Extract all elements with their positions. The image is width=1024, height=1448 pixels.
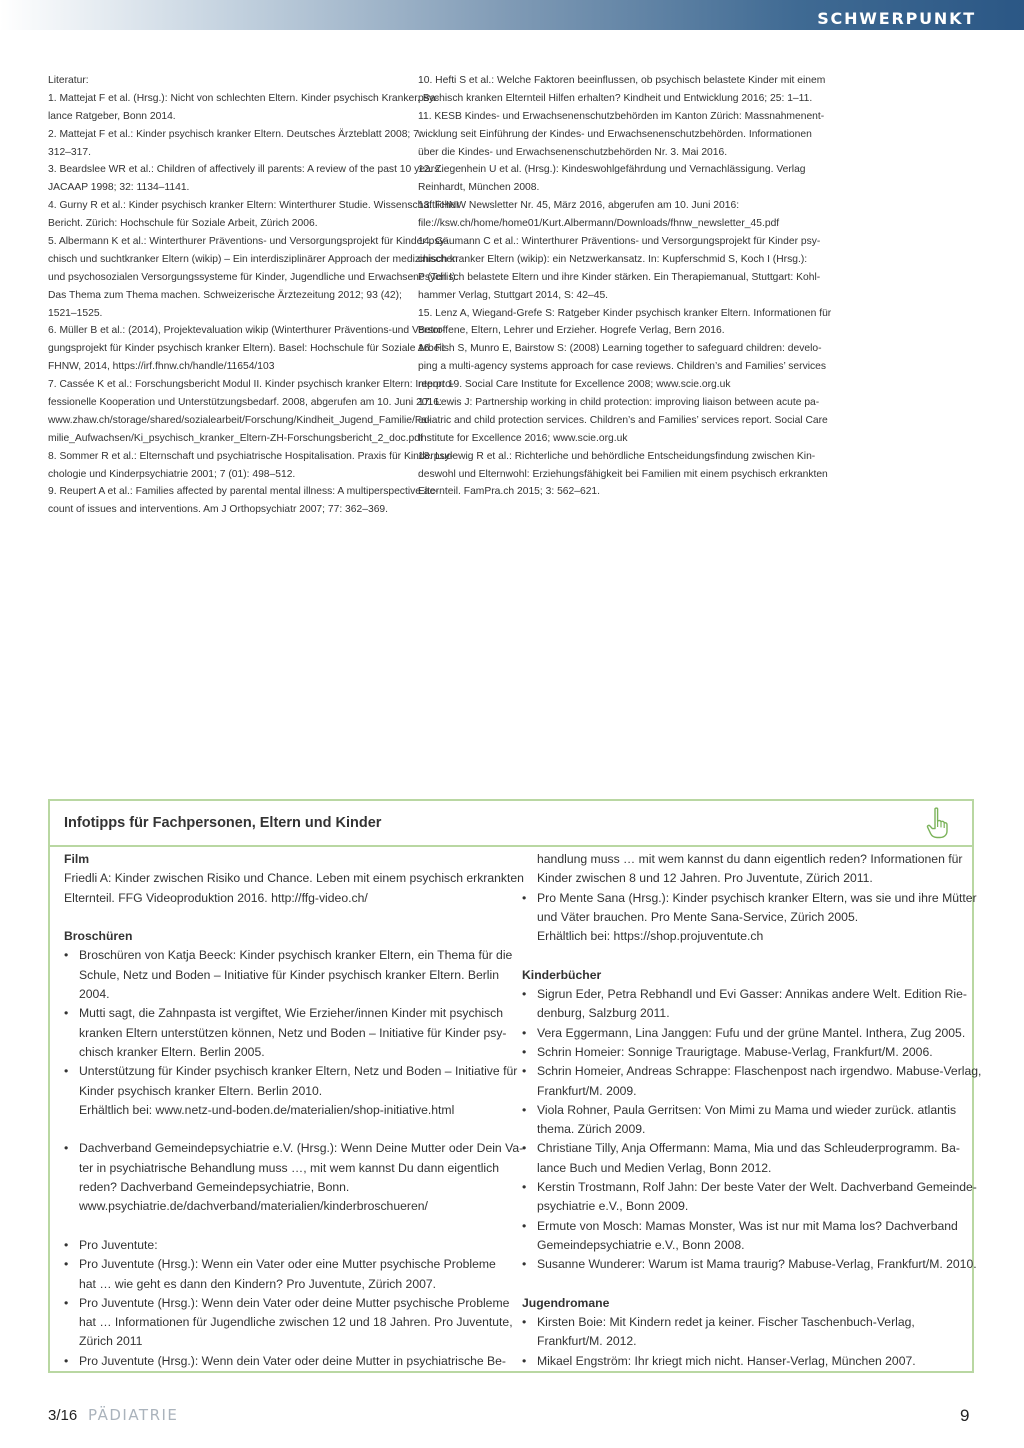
- list-item-continuation: hat … wie geht es dann den Kindern? Pro Juventute, Zürich 2007.: [79, 1276, 437, 1291]
- list-item: • Pro Juventute:: [64, 1236, 508, 1255]
- pointing-hand-icon: [926, 807, 948, 839]
- reference-line: 10. Hefti S et al.: Welche Faktoren beeinflussen, ob psychisch belastete Kinder mit einem: [418, 75, 826, 86]
- spacer: [64, 1120, 508, 1139]
- reference-line: 15. Lenz A, Wiegand-Grefe S: Ratgeber Kinder psychisch kranker Eltern. Informationen für: [418, 307, 832, 319]
- reference-line: count of issues and interventions. Am J Orthopsychiatr 2007; 77: 362–369.: [48, 504, 389, 516]
- list-item-continuation: Erhältlich bei: https://shop.projuventute.ch: [537, 929, 764, 944]
- spacer: [522, 946, 968, 965]
- reference-line: Betroffene, Eltern, Lehrer und Erzieher. Hogrefe Verlag, Bern 2016.: [418, 325, 725, 337]
- reference-line: Bericht. Zürich: Hochschule für Soziale Arbeit, Zürich 2006.: [48, 218, 318, 230]
- list-item-continuation: ter in psychiatrische Behandlung muss …, mit wem kannst Du dann eigentlich: [79, 1160, 499, 1175]
- journal-name: PÄDIATRIE: [88, 1406, 179, 1424]
- list-item: • Susanne Wunderer: Warum ist Mama traurig? Mabuse-Verlag, Frankfurt/M. 2010.: [522, 1255, 968, 1274]
- info-box: [48, 799, 982, 1373]
- reference-line: Das Thema zum Thema machen. Schweizerische Ärztezeitung 2012; 93 (42);: [48, 289, 402, 301]
- reference-line: www.zhaw.ch/storage/shared/sozialearbeit/Forschung/Kindheit_Jugend_Familie/Fa-: [48, 414, 431, 426]
- issue-number: 3/16: [48, 1407, 78, 1424]
- list-item: • Kirsten Boie: Mit Kindern redet ja keiner. Fischer Taschenbuch-Verlag,: [522, 1313, 968, 1332]
- list-item: • Schrin Homeier: Sonnige Traurigtage. Mabuse-Verlag, Frankfurt/M. 2006.: [522, 1043, 968, 1062]
- list-item-continuation: www.psychiatrie.de/dachverband/materialien/kinderbroschueren/: [79, 1199, 428, 1214]
- list-item: • Mutti sagt, die Zahnpasta ist vergiftet, Wie Erzieher/innen Kinder mit psychisch: [64, 1004, 508, 1023]
- list-item: • Schrin Homeier, Andreas Schrappe: Flaschenpost nach irgendwo. Mabuse-Verlag,: [522, 1062, 968, 1081]
- spacer: [522, 1275, 968, 1294]
- reference-line: 18. Ludewig R et al.: Richterliche und behördliche Entscheidungsfindung zwischen Kin-: [418, 450, 816, 462]
- reference-line: fessionelle Kooperation und Unterstützungsbedarf. 2008, abgerufen am 10. Juni 2016:: [48, 397, 442, 409]
- section-header-bar: [0, 0, 1024, 30]
- reference-line: JACAAP 1998; 32: 1134–1141.: [48, 182, 190, 194]
- reference-line: chisch kranker Eltern (wikip): ein Netzwerkansatz. In: Kupferschmid S, Koch I (Hrsg.):: [418, 253, 808, 265]
- paragraph-line: Elternteil. FFG Videoproduktion 2016. http://ffg-video.ch/: [64, 890, 368, 905]
- reference-line: Literatur:: [48, 75, 89, 86]
- list-item-continuation: kranken Eltern unterstützen können, Netz und Boden – Initiative für Kinder psy-: [79, 1025, 507, 1040]
- list-item: • Vera Eggermann, Lina Janggen: Fufu und der grüne Mantel. Inthera, Zug 2005.: [522, 1024, 968, 1043]
- reference-line: 14. Gäumann C et al.: Winterthurer Präventions- und Versorgungsprojekt für Kinder psy-: [418, 236, 821, 248]
- reference-line: lance Ratgeber, Bonn 2014.: [48, 110, 176, 122]
- list-item-continuation: psychiatrie e.V., Bonn 2009.: [537, 1199, 689, 1214]
- list-item-continuation: Schule, Netz und Boden – Initiative für Kinder psychisch kranker Eltern. Berlin: [79, 967, 500, 982]
- reference-line: über die Kindes- und Erwachsenenschutzbehörden Nr. 3. Mai 2016.: [418, 146, 728, 158]
- list-item-continuation: hat … Informationen für Jugendliche zwischen 12 und 18 Jahren. Pro Juventute,: [79, 1315, 513, 1330]
- reference-line: 3. Beardslee WR et al.: Children of affectively ill parents: A review of the past 10 years.: [48, 164, 443, 176]
- list-item-continuation: und Väter brauchen. Pro Mente Sana-Service, Zürich 2005.: [537, 909, 859, 924]
- list-item: • Ermute von Mosch: Mamas Monster, Was ist nur mit Mama los? Dachverband: [522, 1217, 968, 1236]
- paragraph-line: Friedli A: Kinder zwischen Risiko und Chance. Leben mit einem psychisch erkrankten: [64, 871, 524, 886]
- list-item-continuation: chisch kranker Eltern. Berlin 2005.: [79, 1044, 265, 1059]
- reference-line: 12. Ziegenhein U et al. (Hrsg.): Kindeswohlgefährdung und Vernachlässigung. Verlag: [418, 164, 806, 176]
- reference-line: 9. Reupert A et al.: Families affected by parental mental illness: A multiperspective ac-: [48, 486, 439, 498]
- section-heading: Kinderbücher: [522, 967, 602, 982]
- list-item: • Pro Juventute (Hrsg.): Wenn dein Vater oder deine Mutter in psychiatrische Be-: [64, 1352, 508, 1371]
- list-item-continuation: denburg, Salzburg 2011.: [537, 1006, 670, 1021]
- references-left-column: [48, 72, 460, 519]
- reference-line: report 19. Social Care Institute for Excellence 2008; www.scie.org.uk: [418, 379, 731, 391]
- reference-line: 312–317.: [48, 146, 91, 158]
- reference-line: 7. Cassée K et al.: Forschungsbericht Modul II. Kinder psychisch kranker Eltern: Interpro-: [48, 379, 455, 391]
- page-number: 9: [960, 1406, 970, 1425]
- reference-line: FHNW, 2014, https://irf.fhnw.ch/handle/11654/103: [48, 361, 275, 373]
- section-heading: Jugendromane: [522, 1295, 610, 1310]
- list-item: • Dachverband Gemeindepsychiatrie e.V. (Hrsg.): Wenn Deine Mutter oder Dein Va-: [64, 1139, 508, 1158]
- list-item-continuation: 2004.: [79, 987, 110, 1002]
- section-heading: Broschüren: [64, 929, 133, 944]
- reference-line: 5. Albermann K et al.: Winterthurer Präventions- und Versorgungsprojekt für Kinder psy-: [48, 236, 449, 248]
- reference-line: chologie und Kinderpsychiatrie 2001; 7 (01): 498–512.: [48, 468, 296, 480]
- reference-line: 17. Lewis J: Partnership working in child protection: improving liaison between acute pa-: [418, 397, 820, 409]
- list-item: • Unterstützung für Kinder psychisch kranker Eltern, Netz und Boden – Initiative für: [64, 1062, 508, 1081]
- reference-line: gungsprojekt für Kinder psychisch kranker Eltern). Basel: Hochschule für Soziale Arbeit: [48, 343, 445, 355]
- list-item: • Mikael Engström: Ihr kriegt mich nicht. Hanser-Verlag, München 2007.: [522, 1352, 968, 1371]
- list-item-continuation: Zürich 2011: [79, 1334, 143, 1349]
- list-item: • Christiane Tilly, Anja Offermann: Mama, Mia und das Schleuderprogramm. Ba-: [522, 1139, 968, 1158]
- reference-line: deswohl und Elternwohl: Erziehungsfähigkeit bei Familien mit einem psychisch erkrankten: [418, 468, 828, 480]
- reference-line: 2. Mattejat F et al.: Kinder psychisch kranker Eltern. Deutsches Ärzteblatt 2008; 7:: [48, 128, 422, 140]
- list-item: • Pro Mente Sana (Hrsg.): Kinder psychisch kranker Eltern, was sie und ihre Mütter: [522, 889, 968, 908]
- list-item-continuation: thema. Zürich 2009.: [537, 1122, 646, 1137]
- list-item-continuation: lance Buch und Medien Verlag, Bonn 2012.: [537, 1160, 772, 1175]
- reference-line: file://ksw.ch/home/home01/Kurt.Albermann/Downloads/fhnw_newsletter_45.pdf: [418, 218, 780, 230]
- reference-line: Elternteil. FamPra.ch 2015; 3: 562–621.: [418, 486, 601, 498]
- info-box-title: Infotipps für Fachpersonen, Eltern und Kinder: [64, 815, 382, 831]
- reference-line: 4. Gurny R et al.: Kinder psychisch kranker Eltern: Winterthurer Studie. Wissenschaftlicher: [48, 200, 460, 212]
- reference-line: chisch und suchtkranker Eltern (wikip) – Ein interdisziplinärer Approach der medizinischen: [48, 253, 458, 265]
- reference-line: 1. Mattejat F et al. (Hrsg.): Nicht von schlechten Eltern. Kinder psychisch Kranker. Ba-: [48, 92, 439, 104]
- reference-line: wicklung seit Einführung der Kindes- und Erwachsenenschutzbehörden. Informationen: [418, 128, 812, 140]
- list-item: • Pro Juventute (Hrsg.): Wenn dein Vater oder deine Mutter psychische Probleme: [64, 1294, 508, 1313]
- spacer: [64, 1217, 508, 1236]
- list-item-continuation: Erhältlich bei: www.netz-und-boden.de/materialien/shop-initiative.html: [79, 1102, 455, 1117]
- reference-line: psychisch kranken Elternteil Hilfen erhalten? Kindheit und Entwicklung 2016; 25: 1–11.: [418, 92, 813, 104]
- section-label: SCHWERPUNKT: [817, 9, 976, 28]
- list-item: • Broschüren von Katja Beeck: Kinder psychisch kranker Eltern, ein Thema für die: [64, 946, 508, 965]
- info-box-header: [50, 801, 972, 847]
- section-heading: Film: [64, 852, 90, 866]
- list-item: • Viola Rohner, Paula Gerritsen: Von Mimi zu Mama und wieder zurück. atlantis: [522, 1101, 968, 1120]
- reference-line: Psychisch belastete Eltern und ihre Kinder stärken. Ein Therapiemanual, Stuttgart: Kohl-: [418, 271, 821, 283]
- list-item-continuation: reden? Dachverband Gemeindepsychiatrie, Bonn.: [79, 1180, 350, 1195]
- reference-line: ediatric and child protection services. Children’s and Families’ services report. Social Care: [418, 414, 828, 426]
- reference-line: 13. FHNW Newsletter Nr. 45, März 2016, abgerufen am 10. Juni 2016:: [418, 200, 740, 212]
- list-item-continuation: handlung muss … mit wem kannst du dann eigentlich reden? Informationen für: [537, 852, 963, 866]
- list-item: • Kerstin Trostmann, Rolf Jahn: Der beste Vater der Welt. Dachverband Gemeinde-: [522, 1178, 968, 1197]
- list-item: • Pro Juventute (Hrsg.): Wenn ein Vater oder eine Mutter psychische Probleme: [64, 1255, 508, 1274]
- info-box-right-column: [522, 850, 982, 1371]
- reference-line: Institute for Excellence 2016; www.scie.org.uk: [418, 432, 628, 444]
- info-box-left-column: [64, 850, 524, 1371]
- reference-line: milie_Aufwachsen/Ki_psychisch_kranker_Eltern-ZH-Forschungsbericht_2_doc.pdf: [48, 432, 423, 444]
- list-item-continuation: Frankfurt/M. 2009.: [537, 1083, 637, 1098]
- list-item: • Sigrun Eder, Petra Rebhandl und Evi Gasser: Annikas andere Welt. Edition Rie-: [522, 985, 968, 1004]
- reference-line: 11. KESB Kindes- und Erwachsenenschutzbehörden im Kanton Zürich: Massnahmenent-: [418, 110, 825, 122]
- reference-line: ping a multi-agency systems approach for case reviews. Children’s and Families’ services: [418, 361, 827, 373]
- reference-line: Reinhardt, München 2008.: [418, 182, 540, 194]
- spacer: [64, 908, 508, 927]
- reference-line: und psychosozialen Versorgungssysteme für Kinder, Jugendliche und Erwachsene (Teil I).: [48, 271, 459, 283]
- reference-line: 6. Müller B et al.: (2014), Projektevaluation wikip (Winterthurer Präventions-und Versor-: [48, 325, 446, 337]
- reference-line: 8. Sommer R et al.: Elternschaft und psychiatrische Hospitalisation. Praxis für Kinderpsy-: [48, 450, 454, 462]
- reference-line: 16. Fish S, Munro E, Bairstow S: (2008) Learning together to safeguard children: develo-: [418, 343, 822, 355]
- list-item-continuation: Kinder zwischen 8 und 12 Jahren. Pro Juventute, Zürich 2011.: [537, 871, 873, 886]
- list-item-continuation: Frankfurt/M. 2012.: [537, 1334, 637, 1349]
- list-item-continuation: Gemeindepsychiatrie e.V., Bonn 2008.: [537, 1237, 745, 1252]
- reference-line: hammer Verlag, Stuttgart 2014, S: 42–45.: [418, 289, 609, 301]
- reference-line: 1521–1525.: [48, 307, 103, 319]
- list-item-continuation: Kinder psychisch kranker Eltern. Berlin 2010.: [79, 1083, 323, 1098]
- references-right-column: [418, 72, 832, 501]
